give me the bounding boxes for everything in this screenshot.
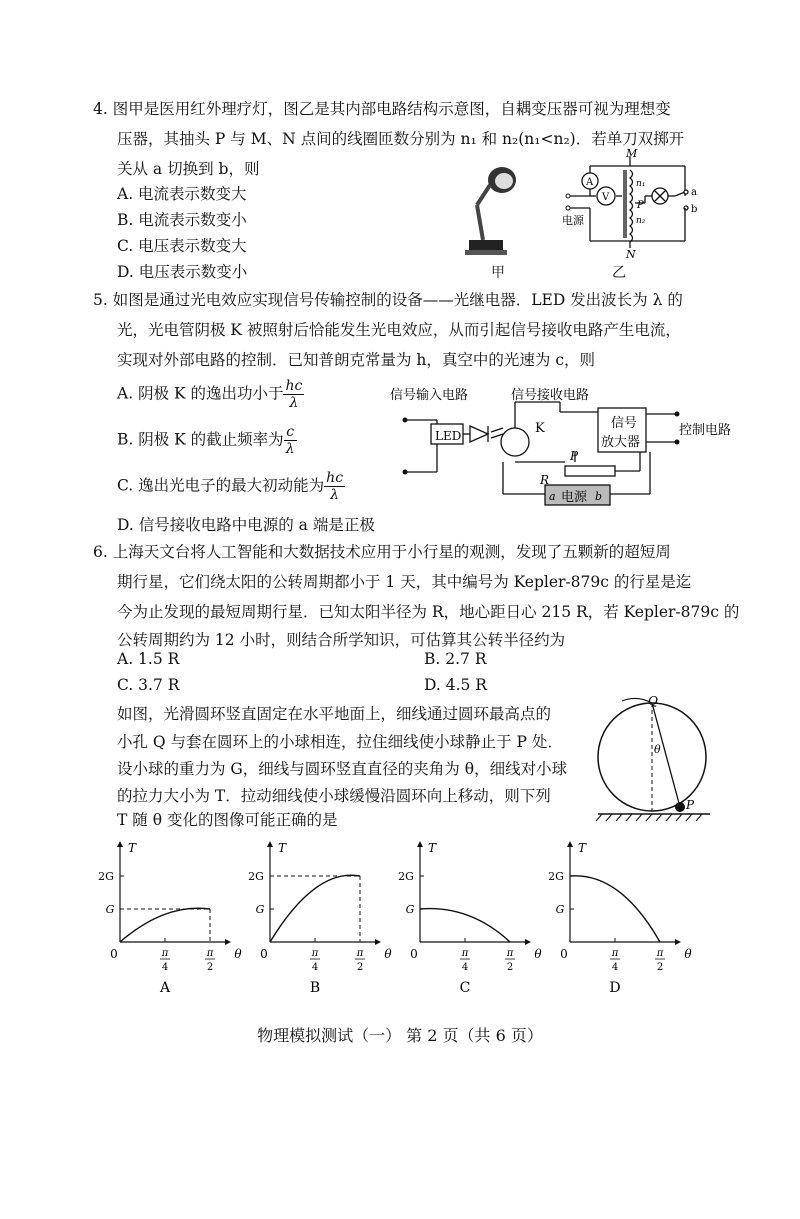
svg-text:b: b — [691, 204, 698, 215]
graph-c-curve — [420, 909, 510, 942]
graph-c-y-label: T — [427, 841, 437, 855]
svg-text:θ: θ — [654, 743, 661, 756]
svg-text:P: P — [686, 798, 695, 812]
graph-b-curve — [270, 875, 360, 942]
graph-a-tick-2g: 2G — [98, 870, 114, 883]
graph-d-y-label: T — [577, 841, 587, 855]
graph-d-tick-pi2-num: π — [656, 948, 664, 959]
graph-d-tick-pi4-den: 4 — [611, 962, 619, 973]
graph-a-curve — [120, 908, 210, 942]
svg-text:n₂: n₂ — [636, 216, 646, 226]
graph-b-tick-pi4-num: π — [311, 948, 319, 959]
q5-option-c: C. 逸出光电子的最大初动能为 $\frac{hc}{\lambda}$ — [117, 470, 344, 503]
svg-text:n₁: n₁ — [636, 179, 646, 189]
q4-line-2: 压器，其抽头 P 与 M、N 点间的线圈匝数分别为 n₁ 和 n₂(n₁<n₂)．若单刀双掷开 — [117, 130, 685, 148]
graph-d-x-label: θ — [684, 947, 692, 961]
svg-text:电源: 电源 — [562, 214, 584, 227]
graph-d-origin: 0 — [560, 947, 568, 961]
graph-d-x-arrow — [675, 939, 681, 945]
q7-line-4: 的拉力大小为 T．拉动细线使小球缓慢沿圆环向上移动，则下列 — [117, 787, 551, 805]
q6-option-c: C. 3.7 R — [117, 676, 180, 694]
q5-option-a: A. 阴极 K 的逸出功小于 $\frac{hc}{\lambda}$ — [117, 378, 303, 411]
svg-text:电源: 电源 — [561, 490, 588, 505]
q7-line-3: 设小球的重力为 G，细线与圆环竖直直径的夹角为 θ，细线对小球 — [117, 760, 568, 778]
q6-line-1: 6. 上海天文台将人工智能和大数据技术应用于小行星的观测，发现了五颗新的超短周 — [93, 543, 671, 561]
lamp-figure — [455, 160, 555, 270]
graph-c-tick-pi4-num: π — [461, 948, 469, 959]
q5-line-2: 光，光电管阴极 K 被照射后恰能发生光电效应，从而引起信号接收电路产生电流， — [117, 321, 681, 339]
q4-line-1: 4. 图甲是医用红外理疗灯，图乙是其内部电路结构示意图，自耦变压器可视为理想变 — [93, 100, 671, 118]
graph-b-y-arrow — [267, 841, 273, 847]
svg-text:信号接收电路: 信号接收电路 — [511, 388, 590, 403]
graph-c-origin: 0 — [410, 947, 418, 961]
page-footer: 物理模拟测试（一） 第 2 页（共 6 页） — [257, 1026, 543, 1045]
svg-text:M: M — [626, 147, 638, 160]
graph-d-tick-pi2-den: 2 — [656, 962, 664, 973]
q4-option-c: C. 电压表示数变大 — [117, 237, 247, 255]
q6-line-3: 今为止发现的最短周期行星．已知太阳半径为 R，地心距日心 215 R，若 Kepler-879c 的 — [117, 603, 740, 621]
graph-b-tick-pi4-den: 4 — [311, 962, 319, 973]
q4-option-d: D. 电压表示数变小 — [117, 263, 248, 281]
graph-b-label: B — [309, 980, 321, 996]
graph-a-label: A — [159, 980, 171, 996]
graph-c-tick-pi4-den: 4 — [461, 962, 469, 973]
graph-c-tick-pi2-den: 2 — [506, 962, 514, 973]
q5-option-b: B. 阴极 K 的截止频率为 $\frac{c}{\lambda}$ — [117, 424, 295, 457]
fig-jia-label: 甲 — [491, 265, 505, 281]
q6-option-a: A. 1.5 R — [117, 650, 180, 668]
graph-a-tick-pi4-den: 4 — [161, 962, 169, 973]
transformer-circuit — [560, 147, 720, 261]
svg-text:LED: LED — [435, 429, 462, 443]
svg-text:a: a — [691, 187, 697, 198]
graph-c-x-arrow — [525, 939, 531, 945]
svg-text:放大器: 放大器 — [601, 435, 641, 450]
svg-text:信号输入电路: 信号输入电路 — [390, 388, 469, 403]
graph-c-y-arrow — [417, 841, 423, 847]
graph-d-y-arrow — [567, 841, 573, 847]
svg-text:V: V — [602, 192, 610, 203]
photo-relay-figure — [385, 382, 732, 517]
graph-a-tick-pi2-den: 2 — [206, 962, 214, 973]
q4-option-b: B. 电流表示数变小 — [117, 211, 247, 229]
svg-text:控制电路: 控制电路 — [679, 423, 732, 438]
ball — [675, 802, 685, 812]
svg-text:P: P — [637, 200, 644, 211]
svg-text:a: a — [549, 490, 556, 503]
graph-a-y-label: T — [127, 841, 137, 855]
svg-text:K: K — [535, 421, 545, 436]
graph-a-tick-g: G — [105, 903, 115, 916]
graph-a-tick-pi2-num: π — [206, 948, 214, 959]
graph-a-x-label: θ — [234, 947, 242, 961]
graph-b-tick-g: G — [255, 903, 265, 916]
svg-text:信号: 信号 — [611, 416, 638, 431]
q6-line-2: 期行星，它们绕太阳的公转周期都小于 1 天，其中编号为 Kepler-879c 的行星是迄 — [117, 573, 692, 591]
q7-line-1: 如图，光滑圆环竖直固定在水平地面上，细线通过圆环最高点的 — [117, 705, 552, 723]
q5-option-d: D. 信号接收电路中电源的 a 端是正极 — [117, 516, 375, 534]
graph-b-y-label: T — [277, 841, 287, 855]
q6-option-d: D. 4.5 R — [424, 676, 487, 694]
ring-figure — [590, 693, 715, 828]
graph-d-tick-pi4-num: π — [611, 948, 619, 959]
svg-text:R: R — [540, 473, 550, 487]
graph-b-tick-2g: 2G — [248, 870, 264, 883]
svg-text:b: b — [595, 490, 603, 503]
graphs-container — [95, 842, 715, 1002]
q4-line-3: 关从 a 切换到 b，则 — [117, 160, 260, 178]
q6-line-4: 公转周期约为 12 小时，则结合所学知识，可估算其公转半径约为 — [117, 631, 566, 649]
q5-line-3: 实现对外部电路的控制．已知普朗克常量为 h，真空中的光速为 c，则 — [117, 351, 596, 369]
svg-text:A: A — [586, 177, 594, 188]
graph-c-label: C — [459, 980, 471, 996]
q4-option-a: A. 电流表示数变大 — [117, 185, 247, 203]
svg-text:Q: Q — [648, 694, 658, 708]
graph-c-tick-g: G — [405, 903, 415, 916]
graph-a-y-arrow — [117, 841, 123, 847]
q5-line-1: 5. 如图是通过光电效应实现信号传输控制的设备——光继电器．LED 发出波长为 λ 的 — [93, 291, 683, 309]
svg-text:N: N — [626, 248, 636, 261]
graph-a-tick-pi4-num: π — [161, 948, 169, 959]
graph-d-tick-2g: 2G — [548, 870, 564, 883]
graph-d-tick-g: G — [555, 903, 565, 916]
graph-a-x-arrow — [225, 939, 231, 945]
graph-b-tick-pi2-num: π — [356, 948, 364, 959]
graph-d-label: D — [609, 980, 621, 996]
graph-d-curve — [570, 876, 660, 942]
graph-c-tick-2g: 2G — [398, 870, 414, 883]
svg-text:P: P — [570, 449, 579, 463]
graph-c-x-label: θ — [534, 947, 542, 961]
q7-line-5: T 随 θ 变化的图像可能正确的是 — [117, 811, 338, 829]
graph-a-origin: 0 — [110, 947, 118, 961]
graph-b-x-arrow — [375, 939, 381, 945]
graph-b-tick-pi2-den: 2 — [356, 962, 364, 973]
fig-yi-label: 乙 — [612, 265, 626, 281]
graph-b-origin: 0 — [260, 947, 268, 961]
q6-option-b: B. 2.7 R — [424, 650, 487, 668]
graph-b-x-label: θ — [384, 947, 392, 961]
graph-c-tick-pi2-num: π — [506, 948, 514, 959]
q7-line-2: 小孔 Q 与套在圆环上的小球相连，拉住细线使小球静止于 P 处． — [117, 733, 563, 751]
